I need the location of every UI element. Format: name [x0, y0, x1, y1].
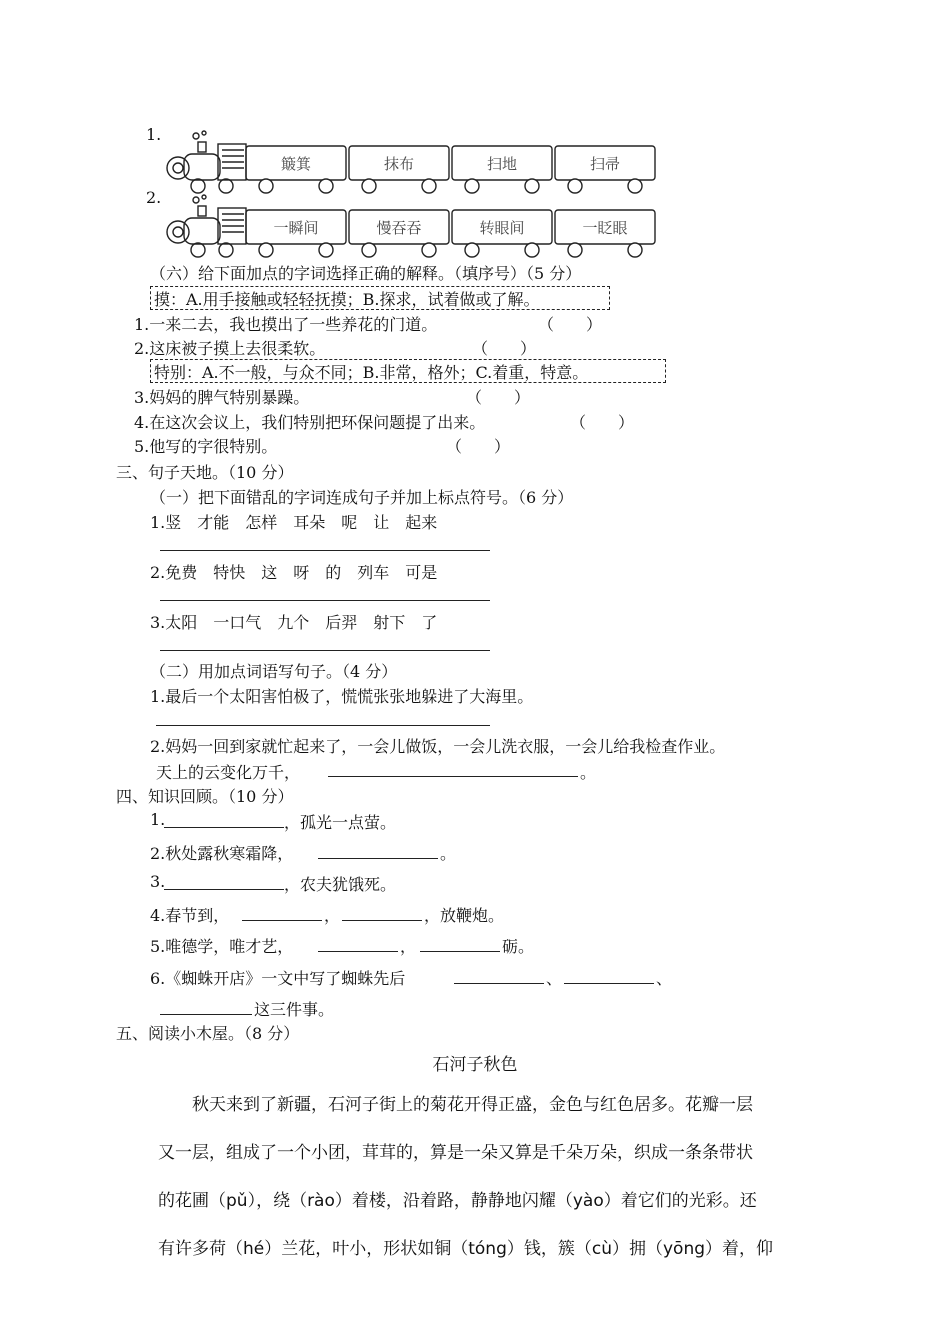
train-car-label: 转眼间: [479, 219, 525, 237]
locomotive-icon: [167, 195, 246, 257]
train-car-label: 一瞬间: [273, 219, 319, 237]
fill-sentence-prefix: 天上的云变化万千，: [156, 763, 301, 782]
question-6-1: 1.一来二去，我也摸出了一些养花的门道。: [134, 315, 438, 334]
section3-title: 三、句子天地。（10 分）: [116, 463, 294, 482]
answer-line[interactable]: [156, 725, 490, 726]
passage-line: 又一层，组成了一个小团，茸茸的，算是一朵又算是千朵万朵，织成一条条带状: [158, 1143, 753, 1163]
train-car-label: 扫帚: [589, 155, 621, 173]
fill-sentence-end: 。: [580, 763, 597, 782]
train-car-label: 抹布: [383, 155, 415, 173]
answer-line[interactable]: [420, 951, 500, 952]
train-car-label: 慢吞吞: [376, 219, 422, 237]
question-6-3: 3.妈妈的脾气特别暴躁。: [134, 388, 310, 407]
question-6-5: 5.他写的字很特别。: [134, 437, 278, 456]
recall-1-text: ，孤光一点萤。: [284, 813, 397, 832]
answer-line[interactable]: [164, 827, 284, 828]
answer-paren[interactable]: （ ）: [466, 388, 531, 407]
answer-line[interactable]: [564, 983, 654, 984]
section3-sub1: （一）把下面错乱的字词连成句子并加上标点符号。（6 分）: [150, 488, 574, 507]
answer-line[interactable]: [328, 776, 578, 777]
recall-5-comma: ，: [400, 937, 417, 956]
answer-line[interactable]: [318, 858, 438, 859]
train-row-1: [160, 130, 660, 194]
example-sentence-1: 1.最后一个太阳害怕极了，慌慌张张地躲进了大海里。: [150, 687, 534, 706]
answer-paren[interactable]: （ ）: [472, 339, 537, 358]
definition-mo: 摸：A.用手接触或轻轻抚摸；B.探求，试着做或了解。: [154, 290, 540, 309]
recall-2-end: 。: [440, 844, 457, 863]
answer-line[interactable]: [318, 951, 398, 952]
answer-line[interactable]: [160, 600, 490, 601]
recall-1-num: 1.: [150, 810, 166, 829]
answer-line[interactable]: [160, 1014, 252, 1015]
question-6-2: 2.这床被子摸上去很柔软。: [134, 339, 326, 358]
section4-title: 四、知识回顾。（10 分）: [116, 787, 294, 806]
answer-paren[interactable]: （ ）: [570, 413, 635, 432]
recall-6-text: 6.《蜘蛛开店》一文中写了蜘蛛先后: [150, 969, 406, 988]
train-car-label: 一眨眼: [582, 219, 628, 237]
answer-line[interactable]: [242, 920, 322, 921]
definition-tebie: 特别：A.不一般，与众不同；B.非常，格外；C.着重，特意。: [154, 363, 589, 382]
scrambled-sentence-2: 2.免费 特快 这 呀 的 列车 可是: [150, 563, 438, 582]
recall-3-text: ，农夫犹饿死。: [284, 875, 397, 894]
answer-line[interactable]: [160, 550, 490, 551]
answer-line[interactable]: [454, 983, 544, 984]
train-row-1-number: 1.: [146, 125, 162, 144]
passage-line: 的花圃（pǔ），绕（rào）着楼，沿着路，静静地闪耀（yào）着它们的光彩。还: [158, 1191, 757, 1211]
answer-line[interactable]: [160, 650, 490, 651]
recall-6-sep1: 、: [546, 969, 563, 988]
recall-6-end: 这三件事。: [254, 1000, 335, 1019]
recall-5-end: 砺。: [502, 937, 535, 956]
recall-3-num: 3.: [150, 872, 166, 891]
recall-4-text: 4.春节到，: [150, 906, 230, 925]
train-row-2-number: 2.: [146, 188, 162, 207]
train-car-label: 簸箕: [280, 155, 312, 173]
recall-5-text: 5.唯德学，唯才艺，: [150, 937, 294, 956]
passage-line: 有许多荷（hé）兰花，叶小，形状如铜（tóng）钱，簇（cù）拥（yōng）着，仰: [158, 1239, 774, 1259]
recall-4-comma: ，: [324, 906, 341, 925]
train-row-2: [160, 194, 660, 258]
answer-paren[interactable]: （ ）: [538, 315, 603, 334]
answer-line[interactable]: [164, 889, 284, 890]
section5-title: 五、阅读小木屋。（8 分）: [116, 1024, 300, 1043]
recall-6-sep2: 、: [656, 969, 673, 988]
passage-line: 秋天来到了新疆，石河子街上的菊花开得正盛，金色与红色居多。花瓣一层: [192, 1095, 753, 1115]
train-car-label: 扫地: [486, 155, 518, 173]
section3-sub2: （二）用加点词语写句子。（4 分）: [150, 662, 398, 681]
recall-2-text: 2.秋处露秋寒霜降，: [150, 844, 294, 863]
answer-paren[interactable]: （ ）: [446, 437, 511, 456]
locomotive-icon: [167, 131, 246, 193]
example-sentence-2: 2.妈妈一回到家就忙起来了，一会儿做饭，一会儿洗衣服，一会儿给我检查作业。: [150, 737, 726, 756]
scrambled-sentence-3: 3.太阳 一口气 九个 后羿 射下 了: [150, 613, 438, 632]
scrambled-sentence-1: 1.竖 才能 怎样 耳朵 呢 让 起来: [150, 513, 438, 532]
answer-line[interactable]: [342, 920, 422, 921]
question-6-4: 4.在这次会议上，我们特别把环保问题提了出来。: [134, 413, 486, 432]
section6-title: （六）给下面加点的字词选择正确的解释。（填序号）（5 分）: [150, 264, 582, 283]
recall-4-end: ，放鞭炮。: [424, 906, 505, 925]
passage-title: 石河子秋色: [432, 1055, 518, 1075]
